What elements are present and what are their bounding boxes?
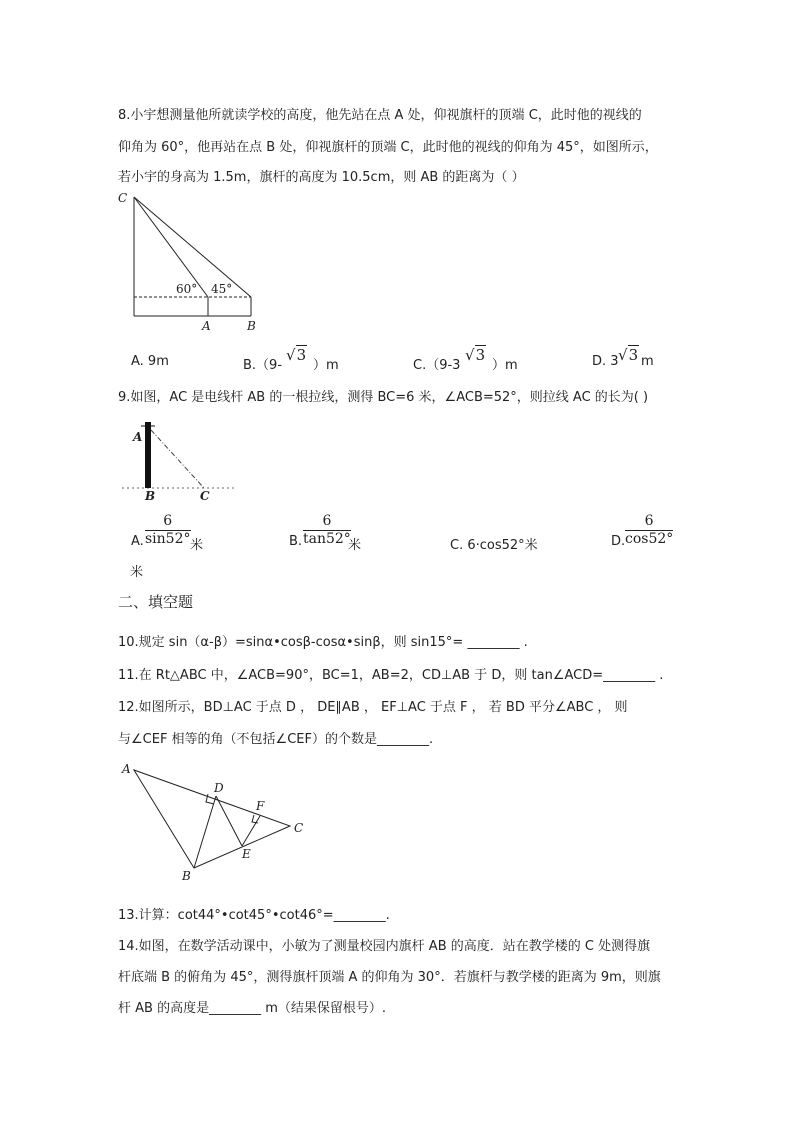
q9-option-b-fraction [303,513,351,548]
q8-text-line1: 8.小宇想测量他所就读学校的高度，他先站在点 A 处，仰视旗杆的顶端 C，此时他的视线的 [118,108,642,123]
q12-label-b: B [182,869,191,883]
q9-option-d-denominator: cos52° [625,531,674,547]
q12-triangle-abc [134,770,290,868]
q8-option-b-suffix: ）m [313,358,339,373]
q9-guy-wire [151,430,204,488]
q8-angle-60: 60° [176,282,198,296]
q9-option-a-numerator: 6 [145,513,191,531]
q9-option-a-prefix: A. [131,534,144,549]
q9-pole [145,422,151,488]
q8-figure [112,190,272,340]
q12-label-a: A [122,762,131,776]
q14-text-line3: 杆 AB 的高度是________ m（结果保留根号）. [118,1001,387,1016]
q12-label-c: C [294,821,304,835]
q8-option-c-radicand: 3 [475,346,486,364]
q9-label-c: C [200,489,210,503]
q12-label-f: F [256,799,265,813]
q8-label-c: C [118,191,128,205]
q9-option-d-unit: 米 [130,565,144,580]
q9-label-b: B [145,489,156,503]
q13-text: 13.计算：cot44°•cot45°•cot46°=________. [118,908,390,923]
q8-option-b-radicand: 3 [296,346,307,364]
q12-text-line2: 与∠CEF 相等的角（不包括∠CEF）的个数是________. [118,732,434,747]
q9-label-a: A [133,430,143,444]
q12-segment-bd [194,796,216,868]
q12-figure [118,758,318,886]
q9-text-line1: 9.如图，AC 是电线杆 AB 的一根拉线，测得 BC=6 米，∠ACB=52°，则拉线 AC 的长为( ) [118,390,649,405]
q8-option-d-prefix: D. 3 [592,354,619,369]
q8-text-line3: 若小宇的身高为 1.5m，旗杆的高度为 10.5cm，则 AB 的距离为（ ） [118,170,525,185]
q10-text: 10.规定 sin（α-β）=sinα•cosβ-cosα•sinβ，则 sin15°= ________ . [118,635,528,650]
q8-option-d-suffix: m [641,354,654,369]
q9-figure [118,416,238,506]
q9-option-a-unit: 米 [190,538,204,553]
q12-label-e: E [242,847,251,861]
q8-option-d-radicand: 3 [628,346,639,364]
q12-segment-ef [242,816,260,846]
q11-text: 11.在 Rt△ABC 中，∠ACB=90°，BC=1，AB=2，CD⊥AB 于 D，则 tan∠ACD=________ . [118,668,664,683]
q14-text-line2: 杆底端 B 的俯角为 45°，测得旗杆顶端 A 的仰角为 30°．若旗杆与教学楼的距离为 9m，则旗 [118,970,661,985]
q14-text-line1: 14.如图，在数学活动课中，小敏为了测量校园内旗杆 AB 的高度．站在教学楼的 C 处测得旗 [118,939,651,954]
q8-option-c-suffix: ）m [492,358,518,373]
q9-option-c: C. 6·cos52°米 [450,538,538,553]
q8-option-c-prefix: C.（9-3 [413,358,461,373]
q9-option-b-numerator: 6 [303,513,351,531]
q9-option-d-prefix: D. [611,534,626,549]
q12-segment-de [216,796,242,846]
q9-option-b-unit: 米 [348,538,362,553]
q8-option-d-sqrt: √3 [618,346,639,364]
q8-label-b: B [247,319,256,333]
q8-angle-45: 45° [211,282,233,296]
q8-option-b-sqrt: √3 [286,346,307,364]
q8-text-line2: 仰角为 60°，他再站在点 B 处，仰视旗杆的顶端 C，此时他的视线的仰角为 45°，如图所示， [118,140,658,155]
q9-option-a-denominator: sin52° [145,531,191,547]
q8-label-a: A [202,319,211,333]
q8-option-b-prefix: B.（9- [243,358,283,373]
q12-text-line1: 12.如图所示，BD⊥AC 于点 D ， DE∥AB ， EF⊥AC 于点 F ， 若 BD 平分∠ABC ， 则 [118,700,628,715]
q8-option-c-sqrt: √3 [465,346,486,364]
section-title: 二、填空题 [118,593,194,611]
q9-option-b-denominator: tan52° [303,531,351,547]
q9-option-b-prefix: B. [289,534,303,549]
q8-option-a: A. 9m [131,354,169,369]
q9-option-d-numerator: 6 [625,513,673,531]
q9-option-a-fraction [145,513,191,548]
q12-right-angle-d [206,794,214,804]
q12-label-d: D [214,781,224,795]
q9-option-d-fraction [625,513,673,548]
